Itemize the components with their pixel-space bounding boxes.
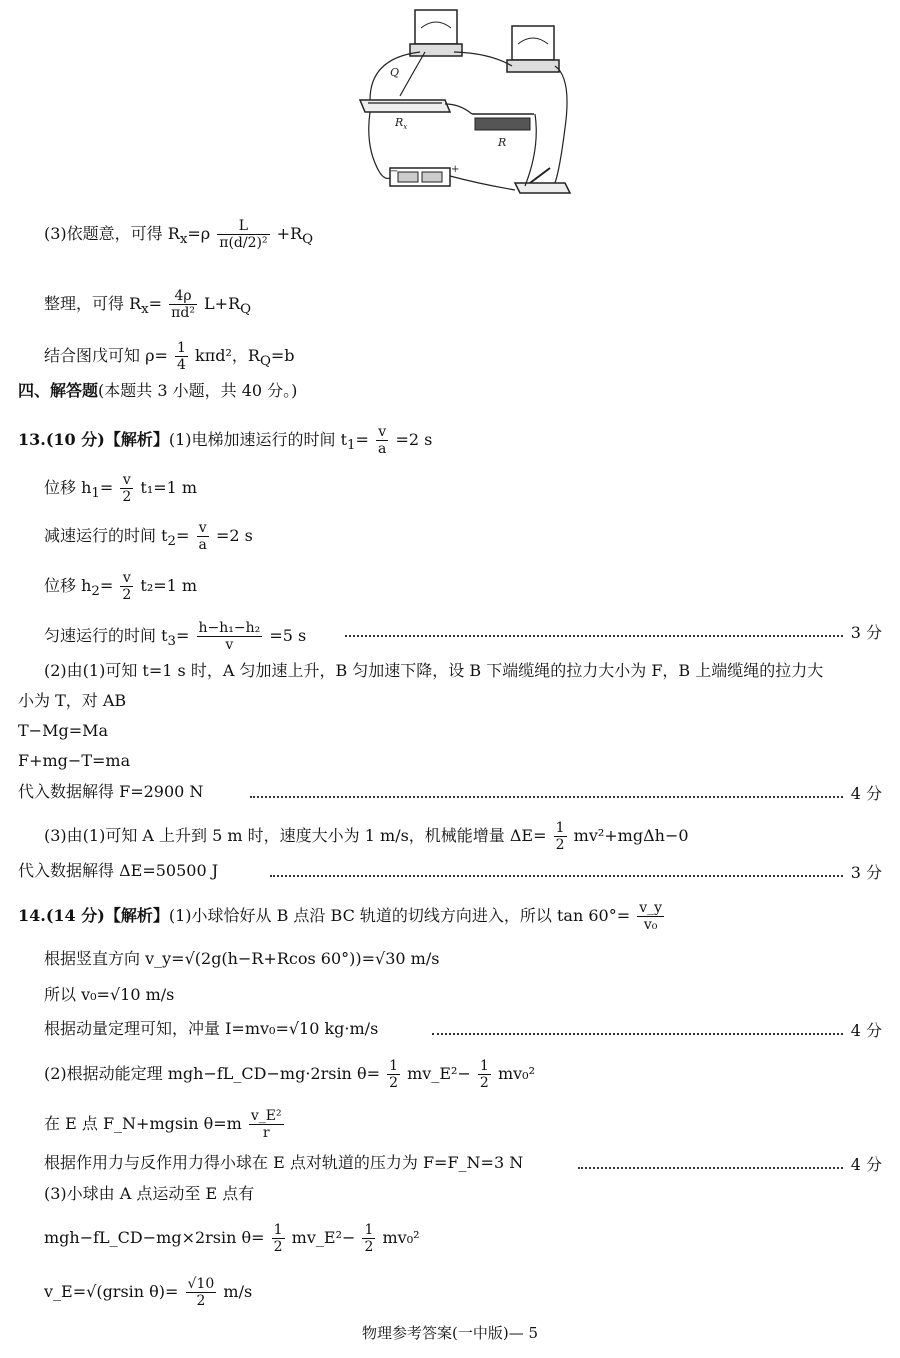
q14-line-3: 所以 v₀=√10 m/s	[44, 985, 175, 1004]
dot-leader	[250, 794, 843, 798]
score-q14-1: 4 分	[850, 1021, 882, 1040]
q14-line-9: mgh−fL_CD−mg×2rsin θ= $\frac{1}{2}$ mv_E²− $\frac{1}{2}$ mv₀²	[44, 1222, 420, 1255]
q13-line-12: 代入数据解得 ΔE=50500 J	[18, 861, 219, 880]
q13-line-2: 位移 $h_1=$ $\frac{v}{2}$ t₁=1 m	[44, 472, 198, 505]
resistor-wire-board	[360, 100, 450, 112]
q13-line-10: 代入数据解得 F=2900 N	[18, 782, 204, 801]
score-q13-3: 3 分	[850, 863, 882, 882]
page-footer: 物理参考答案(一中版)— 5	[361, 1324, 539, 1342]
q13-line-6: (2)由(1)可知 t=1 s 时，A 匀加速上升，B 匀加速下降，设 B 下端缆绳的拉力大小为 F，B 上端缆绳的拉力大	[44, 661, 824, 680]
label-minus: −	[390, 166, 399, 177]
voltmeter-icon	[507, 26, 559, 72]
battery-icon	[390, 168, 450, 186]
label-r: R	[498, 136, 507, 149]
q13-line-9: F+mg−T=ma	[18, 751, 131, 770]
q13-line-11: (3)由(1)可知 A 上升到 5 m 时，速度大小为 1 m/s，机械能增量 ΔE= $\frac{1}{2}$ mv²+mgΔh−0	[44, 820, 689, 853]
dot-leader	[432, 1031, 843, 1035]
ammeter-icon	[410, 10, 462, 56]
dot-leader	[345, 633, 843, 637]
q14-line-5: (2)根据动能定理 mgh−fL_CD−mg·2rsin θ= $\frac{1}{2}$ mv_E²− $\frac{1}{2}$ mv₀²	[44, 1058, 535, 1091]
label-rx: $R_x$	[395, 116, 408, 131]
circuit-figure	[350, 8, 580, 203]
label-q: Q	[390, 66, 400, 79]
eq-rx-line: (3)依题意，可得 $R_x=\rho$ $\frac{L}{\text{π(d/2)²}}$ $+R_Q$	[44, 218, 314, 251]
q14-line-7: 根据作用力与反作用力得小球在 E 点对轨道的压力为 F=F_N=3 N	[44, 1153, 524, 1172]
dot-leader	[578, 1165, 843, 1169]
q13-line-3: 减速运行的时间 $t_2=$ $\frac{v}{a}$ =2 s	[44, 520, 253, 553]
score-q13-2: 4 分	[850, 784, 882, 803]
score-q14-2: 4 分	[850, 1155, 882, 1174]
q13-line-8: T−Mg=Ma	[18, 721, 109, 740]
q14-line-6: 在 E 点 F_N+mgsin θ=m $\frac{\text{v\_E²}}{r}$	[44, 1108, 282, 1141]
q14-line-8: (3)小球由 A 点运动至 E 点有	[44, 1184, 255, 1203]
label-plus: +	[451, 164, 460, 175]
section-heading: 四、解答题(本题共 3 小题，共 40 分。)	[18, 381, 298, 400]
q14-line-2: 根据竖直方向 v_y=√(2g(h−R+Rcos 60°))=√30 m/s	[44, 949, 440, 968]
rheostat-icon	[472, 114, 534, 130]
q14-line-1: 14.(14 分)【解析】(1)小球恰好从 B 点沿 BC 轨道的切线方向进入，所以 tan 60°= $\frac{v\_y}{\text{v₀}}$	[18, 900, 663, 933]
q14-line-4: 根据动量定理可知，冲量 I=mv₀=√10 kg·m/s	[44, 1019, 379, 1038]
dot-leader	[270, 873, 843, 877]
q13-line-1: 13.(10 分)【解析】(1)电梯加速运行的时间 $t_1=$ $\frac{v}{a}$ =2 s	[18, 424, 433, 457]
q13-line-5: 匀速运行的时间 $t_3=$ $\frac{\text{h−h₁−h₂}}{v}$ =5 s	[44, 620, 307, 653]
score-q13-1: 3 分	[850, 623, 882, 642]
q14-line-10: v_E=√(grsin θ)= $\frac{√10}{2}$ m/s	[44, 1276, 253, 1309]
eq-rho-line: 结合图戊可知 ρ= $\frac{1}{4}$ kπd²，$R_Q=b$	[44, 340, 295, 373]
eq-rearranged-line: 整理，可得 $R_x=$ $\frac{4\rho}{\text{πd²}}$ $L+R_Q$	[44, 288, 252, 321]
switch-icon	[515, 168, 570, 193]
q13-line-4: 位移 $h_2=$ $\frac{v}{2}$ t₂=1 m	[44, 570, 198, 603]
q13-line-7: 小为 T，对 AB	[18, 691, 127, 710]
